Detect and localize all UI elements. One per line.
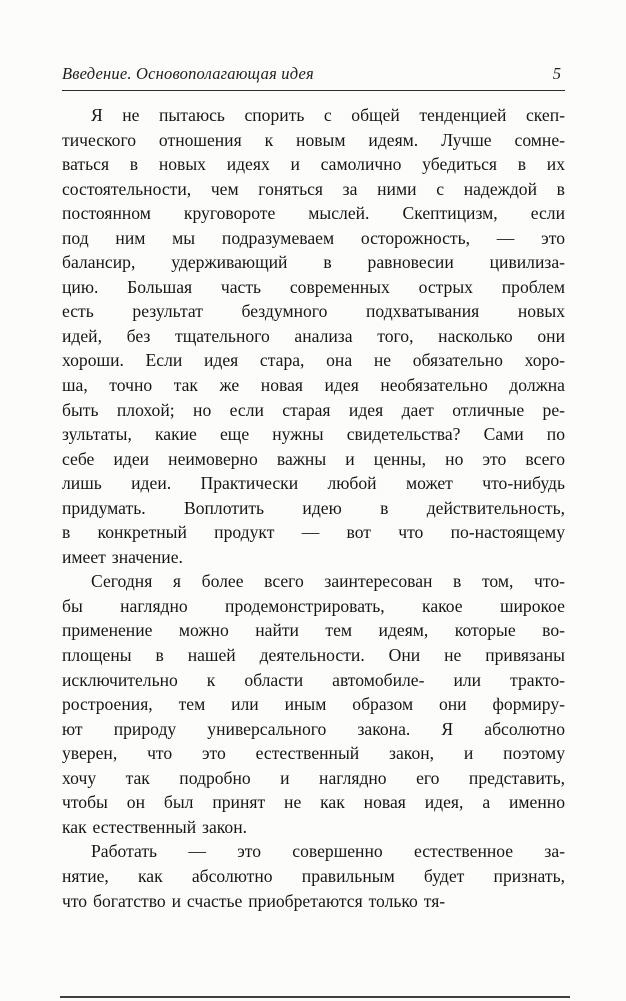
- text-line: под ним мы подразумеваем осторожность, — это: [62, 227, 565, 248]
- paragraph: [62, 569, 565, 839]
- text-line: имеет значение.: [62, 546, 183, 567]
- text-line: в конкретный продукт — вот что по-настоящему: [62, 522, 565, 543]
- page-number: 5: [552, 64, 561, 83]
- running-header: [62, 64, 565, 91]
- text-line: исключительно к области автомобиле- или тракто-: [62, 669, 565, 690]
- page-content: [62, 64, 565, 913]
- text-line: нятие, как абсолютно правильным будет признать,: [62, 865, 565, 886]
- text-line: балансир, удерживающий в равновесии цивилиза-: [62, 252, 565, 273]
- text-line: хочу так подробно и наглядно его представить,: [62, 767, 565, 788]
- body-text: [62, 103, 565, 913]
- text-line: быть плохой; но если старая идея дает отличные ре-: [62, 399, 565, 420]
- text-line: тического отношения к новым идеям. Лучше сомне-: [62, 129, 565, 150]
- text-line: ваться в новых идеях и самолично убедиться в их: [62, 154, 565, 175]
- text-line: площены в нашей деятельности. Они не привязаны: [62, 645, 565, 666]
- text-line: ша, точно так же новая идея необязательно должна: [62, 375, 565, 396]
- text-line: состоятельности, чем гоняться за ними с надеждой в: [62, 178, 565, 199]
- text-line: чтобы он был принят не как новая идея, а именно: [62, 792, 565, 813]
- text-line: идей, без тщательного анализа того, насколько они: [62, 325, 565, 346]
- text-line: себе идеи неимоверно важны и ценны, но это всего: [62, 448, 565, 469]
- paragraph: [62, 103, 565, 569]
- text-line: хороши. Если идея стара, она не обязательно хоро-: [62, 350, 565, 371]
- text-line: зультаты, какие еще нужны свидетельства? Сами по: [62, 424, 565, 445]
- text-line: цию. Большая часть современных острых проблем: [62, 276, 565, 297]
- text-line: постоянном круговороте мыслей. Скептицизм, если: [62, 203, 565, 224]
- chapter-title: Введение. Основополагающая идея: [62, 64, 314, 83]
- text-line: Я не пытаюсь спорить с общей тенденцией скеп-: [91, 105, 565, 125]
- text-line: что богатство и счастье приобретаются только тя-: [62, 890, 446, 911]
- text-line: ют природу универсального закона. Я абсолютно: [62, 718, 565, 739]
- text-line: Сегодня я более всего заинтересован в том, что-: [91, 571, 565, 592]
- text-line: бы наглядно продемонстрировать, какое широкое: [62, 595, 565, 616]
- text-line: есть результат бездумного подхватывания новых: [62, 301, 565, 322]
- text-line: применение можно найти тем идеям, которые во-: [62, 620, 565, 641]
- text-line: как естественный закон.: [62, 816, 248, 837]
- text-line: Работать — это совершенно естественное за-: [91, 841, 565, 862]
- paragraph: [62, 839, 565, 913]
- scan-bottom-edge-line: [60, 996, 570, 998]
- text-line: уверен, что это естественный закон, и поэтому: [62, 743, 565, 764]
- text-line: ростроения, тем или иным образом они формиру-: [62, 694, 565, 715]
- text-line: придумать. Воплотить идею в действительность,: [62, 497, 565, 518]
- text-line: лишь идеи. Практически любой может что-нибудь: [62, 473, 565, 494]
